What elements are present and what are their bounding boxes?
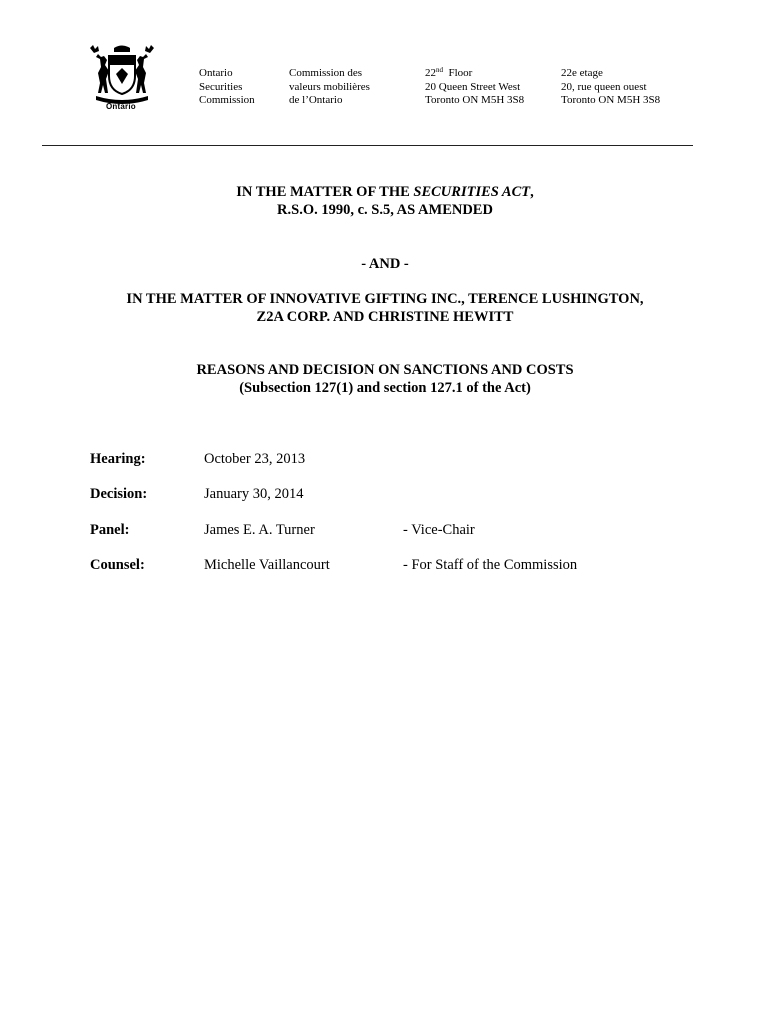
and-separator: [0, 255, 770, 273]
matter-prefix: IN THE MATTER OF THE: [236, 184, 414, 200]
floor-line: [425, 67, 524, 81]
doc-subtitle: (Subsection 127(1) and section 127.1 of the Act): [239, 380, 531, 396]
header-divider: [42, 145, 693, 146]
document-title: [0, 361, 770, 397]
french-name-block: [289, 67, 370, 108]
detail-value: James E. A. Turner: [204, 522, 315, 538]
french-name-line: de l’Ontario: [289, 94, 343, 106]
parties-line: Z2A CORP. AND CHRISTINE HEWITT: [256, 309, 514, 325]
french-address-block: [561, 67, 660, 108]
matter-line: [0, 183, 770, 201]
floor-number: 22: [425, 67, 436, 79]
english-name-line: Commission: [199, 94, 255, 106]
detail-value: January 30, 2014: [204, 486, 304, 502]
street-line: 20, rue queen ouest: [561, 80, 647, 93]
matter-suffix: ,: [530, 184, 534, 200]
french-name-line: Commission des: [289, 67, 363, 79]
city-line: Toronto ON M5H 3S8: [425, 94, 525, 106]
english-name-line: Securities: [199, 80, 243, 93]
detail-label: Hearing:: [90, 451, 146, 467]
detail-label: Counsel:: [90, 557, 145, 573]
doc-title: REASONS AND DECISION ON SANCTIONS AND COSTS: [196, 362, 574, 378]
english-address-block: [425, 67, 524, 108]
floor-word: Floor: [448, 67, 473, 79]
detail-role: - Vice-Chair: [403, 522, 475, 538]
parties-heading: [0, 290, 770, 326]
parties-line: IN THE MATTER OF INNOVATIVE GIFTING INC., TERENCE LUSHINGTON,: [126, 291, 644, 307]
detail-label: Panel:: [90, 522, 130, 538]
detail-value: Michelle Vaillancourt: [204, 557, 330, 573]
city-line: Toronto ON M5H 3S8: [561, 94, 661, 106]
matter-heading: [0, 183, 770, 219]
logo-wordmark: Ontario: [106, 102, 136, 111]
detail-label: Decision:: [90, 486, 148, 502]
and-text: - AND -: [361, 256, 409, 272]
act-name: SECURITIES ACT: [413, 184, 531, 200]
french-name-line: valeurs mobilières: [289, 80, 370, 93]
english-name-block: [199, 67, 255, 108]
street-line: 20 Queen Street West: [425, 80, 521, 93]
statute-line: R.S.O. 1990, c. S.5, AS AMENDED: [277, 202, 493, 218]
detail-value: October 23, 2013: [204, 451, 306, 467]
floor-suffix: nd: [436, 66, 443, 74]
english-name-line: Ontario: [199, 67, 233, 79]
detail-role: - For Staff of the Commission: [403, 557, 578, 573]
floor-line: 22e etage: [561, 67, 603, 79]
